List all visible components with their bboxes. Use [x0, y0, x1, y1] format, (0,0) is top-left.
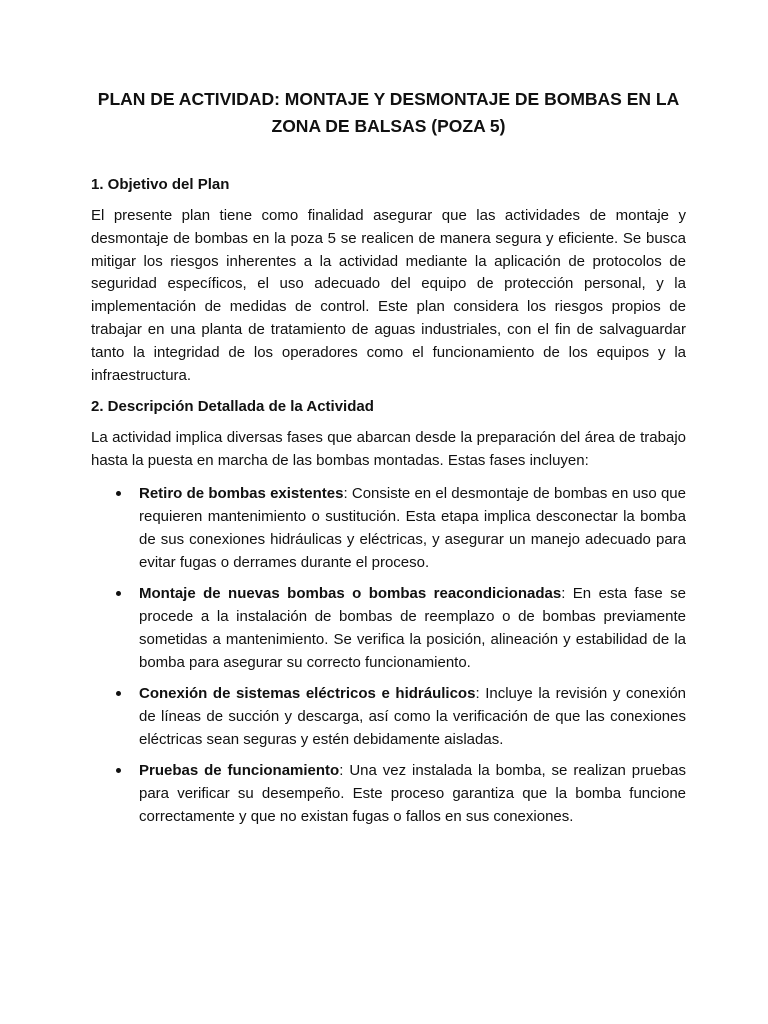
list-item-title: Retiro de bombas existentes: [139, 484, 344, 502]
bullet-icon: [116, 491, 121, 496]
bullet-icon: [116, 768, 121, 773]
section-heading-objetivo: 1. Objetivo del Plan: [91, 176, 230, 193]
bullet-icon: [116, 691, 121, 696]
list-item-title: Montaje de nuevas bombas o bombas reacondicionadas: [139, 584, 562, 602]
list-item-text: : Incluye la revisión y conexión de líneas de succión y descarga, así como la verificación de que las conexiones eléctricas sean seguras y estén debidamente aisladas.: [139, 684, 687, 748]
list-item: [91, 682, 686, 751]
list-item: [91, 582, 686, 674]
list-item-text: : Consiste en el desmontaje de bombas en uso que requieren mantenimiento o sustitución. Esta etapa implica desconectar la bomba de sus conexiones hidráulicas y eléctricas, y asegurar un manejo adecuado para evitar fugas o derrames durante el proceso.: [139, 484, 686, 571]
list-item: [91, 759, 686, 828]
list-item-text: : Una vez instalada la bomba, se realizan pruebas para verificar su desempeño. Este proceso garantiza que la bomba funcione correctamente y que no existan fugas o fallos en sus conexiones.: [139, 761, 686, 825]
section-paragraph-objetivo: El presente plan tiene como finalidad asegurar que las actividades de montaje y desmontaje de bombas en la poza 5 se realicen de manera segura y eficiente. Se busca mitigar los riesgos inherentes a la actividad mediante la aplicación de protocolos de seguridad específicos, el uso adecuado del equipo de protección personal, y la implementación de medidas de control. Este plan considera los riesgos propios de trabajar en una planta de tratamiento de aguas industriales, con el fin de salvaguardar tanto la integridad de los operadores como el funcionamiento de los equipos y la infraestructura.: [91, 207, 686, 384]
list-item-title: Pruebas de funcionamiento: [139, 761, 340, 779]
list-item-title: Conexión de sistemas eléctricos e hidráulicos: [139, 684, 476, 702]
section-paragraph-descripcion: La actividad implica diversas fases que abarcan desde la preparación del área de trabajo hasta la puesta en marcha de las bombas montadas. Estas fases incluyen:: [91, 429, 686, 470]
section-heading-descripcion: 2. Descripción Detallada de la Actividad: [91, 398, 374, 416]
bullet-icon: [116, 591, 121, 596]
list-item: [91, 482, 686, 574]
document-title-line2: ZONA DE BALSAS (POZA 5): [271, 116, 506, 136]
activity-phase-list: [91, 482, 686, 828]
document-title: [91, 86, 686, 140]
list-item-text: : En esta fase se procede a la instalación de bombas de reemplazo o de bombas previamente sometidas a mantenimiento. Se verifica la posición, alineación y estabilidad de la bomba para asegurar su correcto funcionamiento.: [139, 584, 686, 671]
document-title-line1: PLAN DE ACTIVIDAD: MONTAJE Y DESMONTAJE DE BOMBAS EN LA: [97, 89, 680, 109]
